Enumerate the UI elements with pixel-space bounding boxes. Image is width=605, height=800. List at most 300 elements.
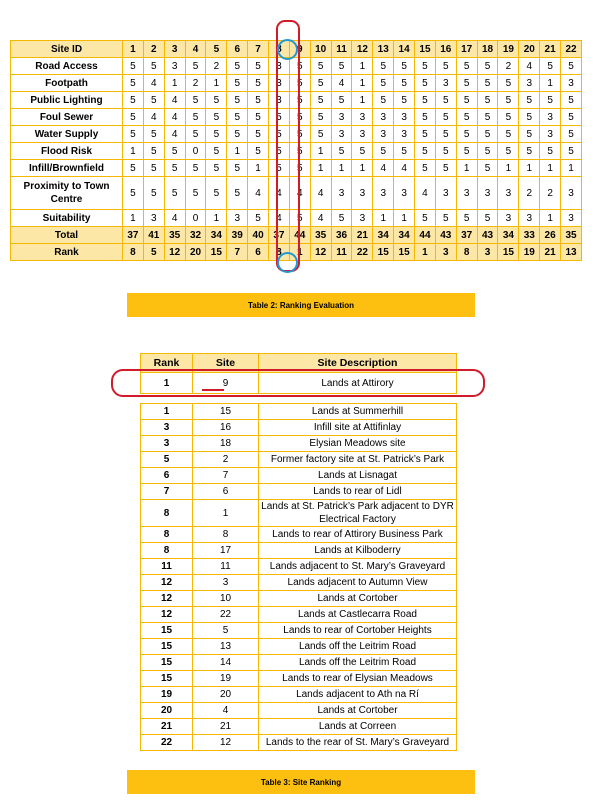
score-cell: 5 [415,92,436,109]
score-cell: 5 [310,75,331,92]
description-cell: Lands at Correen [259,719,457,735]
row-label: Site ID [11,41,123,58]
score-cell: 21 [352,227,373,244]
score-cell: 2 [185,75,206,92]
score-cell: 5 [289,210,310,227]
score-cell: 35 [561,227,582,244]
description-cell: Lands to rear of Lidl [259,484,457,500]
score-cell: 1 [227,143,248,160]
row-label: Water Supply [11,126,123,143]
score-cell: 14 [394,41,415,58]
score-cell: 5 [269,160,290,177]
score-cell: 4 [289,177,310,210]
description-cell: Lands to rear of Elysian Meadows [259,671,457,687]
score-cell: 4 [164,92,185,109]
site-cell: 10 [193,591,259,607]
site-header: Site [193,354,259,373]
score-cell: 5 [435,143,456,160]
score-cell: 5 [227,126,248,143]
score-cell: 17 [456,41,477,58]
score-cell: 4 [248,177,269,210]
description-cell: Lands at Kilboderry [259,543,457,559]
score-cell: 12 [352,41,373,58]
score-cell: 21 [540,244,561,261]
description-cell: Lands at Castlecarra Road [259,607,457,623]
score-cell: 3 [352,109,373,126]
score-cell: 1 [331,160,352,177]
score-cell: 1 [123,210,144,227]
score-cell: 15 [415,41,436,58]
score-cell: 5 [477,109,498,126]
score-cell: 40 [248,227,269,244]
row-label: Flood Risk [11,143,123,160]
rank-cell: 15 [141,655,193,671]
ranking-row [141,484,457,500]
score-cell: 8 [456,244,477,261]
score-cell: 3 [164,58,185,75]
score-cell: 5 [185,109,206,126]
score-cell: 34 [206,227,227,244]
score-cell: 22 [561,41,582,58]
score-cell: 5 [352,143,373,160]
score-cell: 5 [123,126,144,143]
score-cell: 5 [456,92,477,109]
score-cell: 12 [164,244,185,261]
score-cell: 1 [456,160,477,177]
rank-cell: 8 [141,500,193,527]
score-cell: 2 [206,58,227,75]
top-rank-cell: 1 [141,373,193,394]
score-cell: 1 [540,75,561,92]
score-cell: 5 [498,126,519,143]
score-cell: 5 [227,92,248,109]
site-cell: 7 [193,468,259,484]
score-cell: 2 [540,177,561,210]
score-cell: 2 [143,41,164,58]
score-cell: 5 [561,109,582,126]
score-cell: 5 [498,143,519,160]
score-cell: 5 [394,92,415,109]
description-cell: Infill site at Attifinlay [259,420,457,436]
score-cell: 5 [540,143,561,160]
score-cell: 5 [477,75,498,92]
score-cell: 4 [394,160,415,177]
score-cell: 5 [519,109,540,126]
score-cell: 3 [477,177,498,210]
score-cell: 1 [352,58,373,75]
score-cell: 5 [540,58,561,75]
score-cell: 5 [498,109,519,126]
score-cell: 5 [310,126,331,143]
score-cell: 3 [561,75,582,92]
score-cell: 5 [415,210,436,227]
score-cell: 5 [227,160,248,177]
score-cell: 5 [269,126,290,143]
rank-cell: 5 [141,452,193,468]
score-cell: 5 [477,58,498,75]
score-cell: 20 [519,41,540,58]
score-cell: 5 [185,92,206,109]
rank-cell: 15 [141,639,193,655]
score-cell: 3 [331,109,352,126]
score-cell: 5 [143,58,164,75]
ranking-row [141,623,457,639]
row-label: Footpath [11,75,123,92]
description-cell: Lands off the Leitrim Road [259,655,457,671]
ranking-row [141,543,457,559]
rank-cell: 12 [141,607,193,623]
score-cell: 4 [269,177,290,210]
score-cell: 4 [164,109,185,126]
rank-cell: 8 [141,543,193,559]
score-cell: 3 [394,177,415,210]
score-cell: 5 [435,92,456,109]
score-cell: 1 [540,210,561,227]
rank-header: Rank [141,354,193,373]
score-cell: 4 [143,109,164,126]
score-cell: 0 [185,210,206,227]
score-cell: 5 [519,143,540,160]
score-cell: 3 [498,210,519,227]
description-cell: Former factory site at St. Patrick’s Park [259,452,457,468]
score-cell: 15 [206,244,227,261]
score-cell: 5 [435,160,456,177]
score-cell: 3 [561,210,582,227]
score-cell: 5 [373,92,394,109]
site9-underline [202,389,224,391]
score-cell: 3 [331,126,352,143]
score-cell: 4 [310,210,331,227]
score-cell: 5 [435,126,456,143]
description-cell: Lands at Cortober [259,591,457,607]
rank-cell: 15 [141,671,193,687]
ranking-row [141,671,457,687]
ranking-row [141,436,457,452]
site-cell: 18 [193,436,259,452]
row-label: Public Lighting [11,92,123,109]
score-cell: 5 [289,160,310,177]
score-cell: 11 [331,244,352,261]
score-cell: 5 [143,92,164,109]
site-cell: 8 [193,527,259,543]
score-cell: 5 [561,126,582,143]
score-cell: 5 [456,58,477,75]
score-cell: 5 [269,143,290,160]
score-cell: 1 [164,75,185,92]
row-label: Infill/Brownfield [11,160,123,177]
site-cell: 3 [193,575,259,591]
ranking-row [141,703,457,719]
score-cell: 16 [435,41,456,58]
score-cell: 5 [373,58,394,75]
ranking-row [141,468,457,484]
score-cell: 5 [415,143,436,160]
score-cell: 5 [143,160,164,177]
score-cell: 5 [310,58,331,75]
score-cell: 4 [269,210,290,227]
site-cell: 16 [193,420,259,436]
score-cell: 5 [269,109,290,126]
score-cell: 1 [289,244,310,261]
row-label: Rank [11,244,123,261]
score-cell: 44 [415,227,436,244]
site-cell: 15 [193,404,259,420]
score-cell: 5 [540,92,561,109]
score-cell: 5 [435,210,456,227]
site9-rank-circle [277,252,298,273]
score-cell: 5 [123,109,144,126]
score-cell: 7 [248,41,269,58]
score-cell: 37 [456,227,477,244]
score-cell: 5 [289,58,310,75]
site-cell: 21 [193,719,259,735]
site-cell: 14 [193,655,259,671]
score-cell: 5 [206,143,227,160]
description-cell: Lands at Cortober [259,703,457,719]
site-cell: 11 [193,559,259,575]
score-cell: 5 [519,126,540,143]
score-cell: 44 [289,227,310,244]
ranking-row [141,591,457,607]
score-cell: 5 [373,143,394,160]
score-cell: 5 [206,109,227,126]
score-cell: 3 [373,177,394,210]
score-cell: 5 [561,58,582,75]
rank-cell: 6 [141,468,193,484]
description-header: Site Description [259,354,457,373]
score-cell: 37 [269,227,290,244]
score-cell: 5 [289,143,310,160]
score-cell: 5 [394,75,415,92]
score-cell: 5 [456,126,477,143]
score-cell: 4 [373,160,394,177]
score-cell: 7 [227,244,248,261]
score-cell: 5 [248,92,269,109]
score-cell: 3 [352,177,373,210]
score-cell: 21 [540,41,561,58]
score-cell: 35 [164,227,185,244]
score-cell: 1 [310,143,331,160]
ranking-row [141,527,457,543]
rank-cell: 12 [141,575,193,591]
rank-cell: 8 [141,527,193,543]
score-cell: 5 [415,75,436,92]
description-cell: Lands adjacent to Autumn View [259,575,457,591]
score-cell: 5 [248,75,269,92]
score-cell: 1 [248,160,269,177]
score-cell: 5 [248,143,269,160]
score-cell: 15 [394,244,415,261]
description-cell: Elysian Meadows site [259,436,457,452]
score-cell: 5 [123,177,144,210]
score-cell: 5 [185,160,206,177]
score-cell: 6 [227,41,248,58]
score-cell: 5 [123,92,144,109]
score-cell: 5 [519,92,540,109]
score-cell: 1 [206,210,227,227]
site-cell: 13 [193,639,259,655]
score-cell: 4 [143,75,164,92]
score-cell: 37 [123,227,144,244]
rank-cell: 7 [141,484,193,500]
score-cell: 3 [269,75,290,92]
ranking-row [141,575,457,591]
score-cell: 5 [143,177,164,210]
score-cell: 3 [373,126,394,143]
score-cell: 5 [435,109,456,126]
score-cell: 41 [143,227,164,244]
row-label: Road Access [11,58,123,75]
score-cell: 35 [310,227,331,244]
top-site-cell: 9 [193,373,259,394]
score-cell: 5 [394,143,415,160]
score-cell: 5 [164,177,185,210]
score-cell: 13 [373,41,394,58]
site-cell: 17 [193,543,259,559]
score-cell: 3 [435,244,456,261]
score-cell: 43 [435,227,456,244]
score-cell: 13 [561,244,582,261]
description-cell: Lands to rear of Attirory Business Park [259,527,457,543]
score-cell: 3 [143,210,164,227]
score-cell: 5 [289,126,310,143]
score-cell: 5 [415,109,436,126]
ranking-row [141,735,457,751]
score-cell: 5 [456,75,477,92]
score-cell: 5 [310,109,331,126]
score-cell: 1 [394,210,415,227]
score-cell: 19 [519,244,540,261]
site-cell: 4 [193,703,259,719]
score-cell: 0 [185,143,206,160]
description-cell: Lands adjacent to Ath na Rí [259,687,457,703]
score-cell: 5 [456,109,477,126]
score-cell: 1 [206,75,227,92]
score-cell: 5 [123,75,144,92]
site-cell: 20 [193,687,259,703]
rank-cell: 19 [141,687,193,703]
score-cell: 1 [561,160,582,177]
site-cell: 1 [193,500,259,527]
score-cell: 9 [289,41,310,58]
description-cell: Lands adjacent to St. Mary’s Graveyard [259,559,457,575]
rank-cell: 1 [141,404,193,420]
score-cell: 5 [415,58,436,75]
score-cell: 43 [477,227,498,244]
score-cell: 36 [331,227,352,244]
site-cell: 6 [193,484,259,500]
rank-cell: 21 [141,719,193,735]
score-cell: 4 [164,126,185,143]
score-cell: 5 [248,126,269,143]
site-cell: 12 [193,735,259,751]
score-cell: 5 [331,58,352,75]
description-cell: Lands to the rear of St. Mary’s Graveyard [259,735,457,751]
score-cell: 3 [227,210,248,227]
row-label: Suitability [11,210,123,227]
score-cell: 5 [561,143,582,160]
ranking-row [141,687,457,703]
site-cell: 22 [193,607,259,623]
score-cell: 5 [477,92,498,109]
score-cell: 5 [206,41,227,58]
score-cell: 5 [206,177,227,210]
site-cell: 2 [193,452,259,468]
score-cell: 4 [519,58,540,75]
row-label: Total [11,227,123,244]
score-cell: 5 [331,143,352,160]
score-cell: 4 [310,177,331,210]
score-cell: 34 [373,227,394,244]
score-cell: 10 [310,41,331,58]
rank-cell: 15 [141,623,193,639]
score-cell: 1 [352,160,373,177]
rank-cell: 20 [141,703,193,719]
score-cell: 20 [185,244,206,261]
rank-cell: 22 [141,735,193,751]
ranking-row [141,404,457,420]
score-cell: 26 [540,227,561,244]
score-cell: 5 [123,160,144,177]
score-cell: 15 [373,244,394,261]
score-cell: 3 [331,177,352,210]
score-cell: 1 [123,143,144,160]
site-cell: 19 [193,671,259,687]
score-cell: 1 [415,244,436,261]
site9-id-circle [277,39,298,60]
score-cell: 34 [394,227,415,244]
score-cell: 18 [477,41,498,58]
score-cell: 8 [123,244,144,261]
description-cell: Lands to rear of Cortober Heights [259,623,457,639]
score-cell: 3 [269,58,290,75]
score-cell: 1 [310,160,331,177]
ranking-row [141,639,457,655]
ranking-row [141,500,457,527]
score-cell: 8 [269,244,290,261]
score-cell: 5 [477,160,498,177]
score-cell: 5 [477,210,498,227]
score-cell: 5 [561,92,582,109]
description-cell: Lands at St. Patrick’s Park adjacent to DYR Electrical Factory [259,500,457,527]
score-cell: 3 [519,75,540,92]
score-cell: 1 [123,41,144,58]
score-cell: 5 [498,92,519,109]
score-cell: 5 [206,92,227,109]
score-cell: 2 [519,177,540,210]
score-cell: 5 [123,58,144,75]
score-cell: 5 [415,160,436,177]
score-cell: 32 [185,227,206,244]
score-cell: 5 [456,143,477,160]
score-cell: 5 [289,109,310,126]
score-cell: 22 [352,244,373,261]
score-cell: 5 [456,210,477,227]
score-cell: 5 [331,210,352,227]
score-cell: 5 [248,109,269,126]
top-site-row-highlight [111,369,485,397]
ranking-row [141,655,457,671]
score-cell: 5 [206,160,227,177]
score-cell: 5 [394,58,415,75]
score-cell: 1 [352,92,373,109]
score-cell: 5 [227,109,248,126]
score-cell: 3 [352,126,373,143]
score-cell: 5 [206,126,227,143]
score-cell: 5 [498,75,519,92]
score-cell: 8 [269,41,290,58]
score-cell: 1 [519,160,540,177]
